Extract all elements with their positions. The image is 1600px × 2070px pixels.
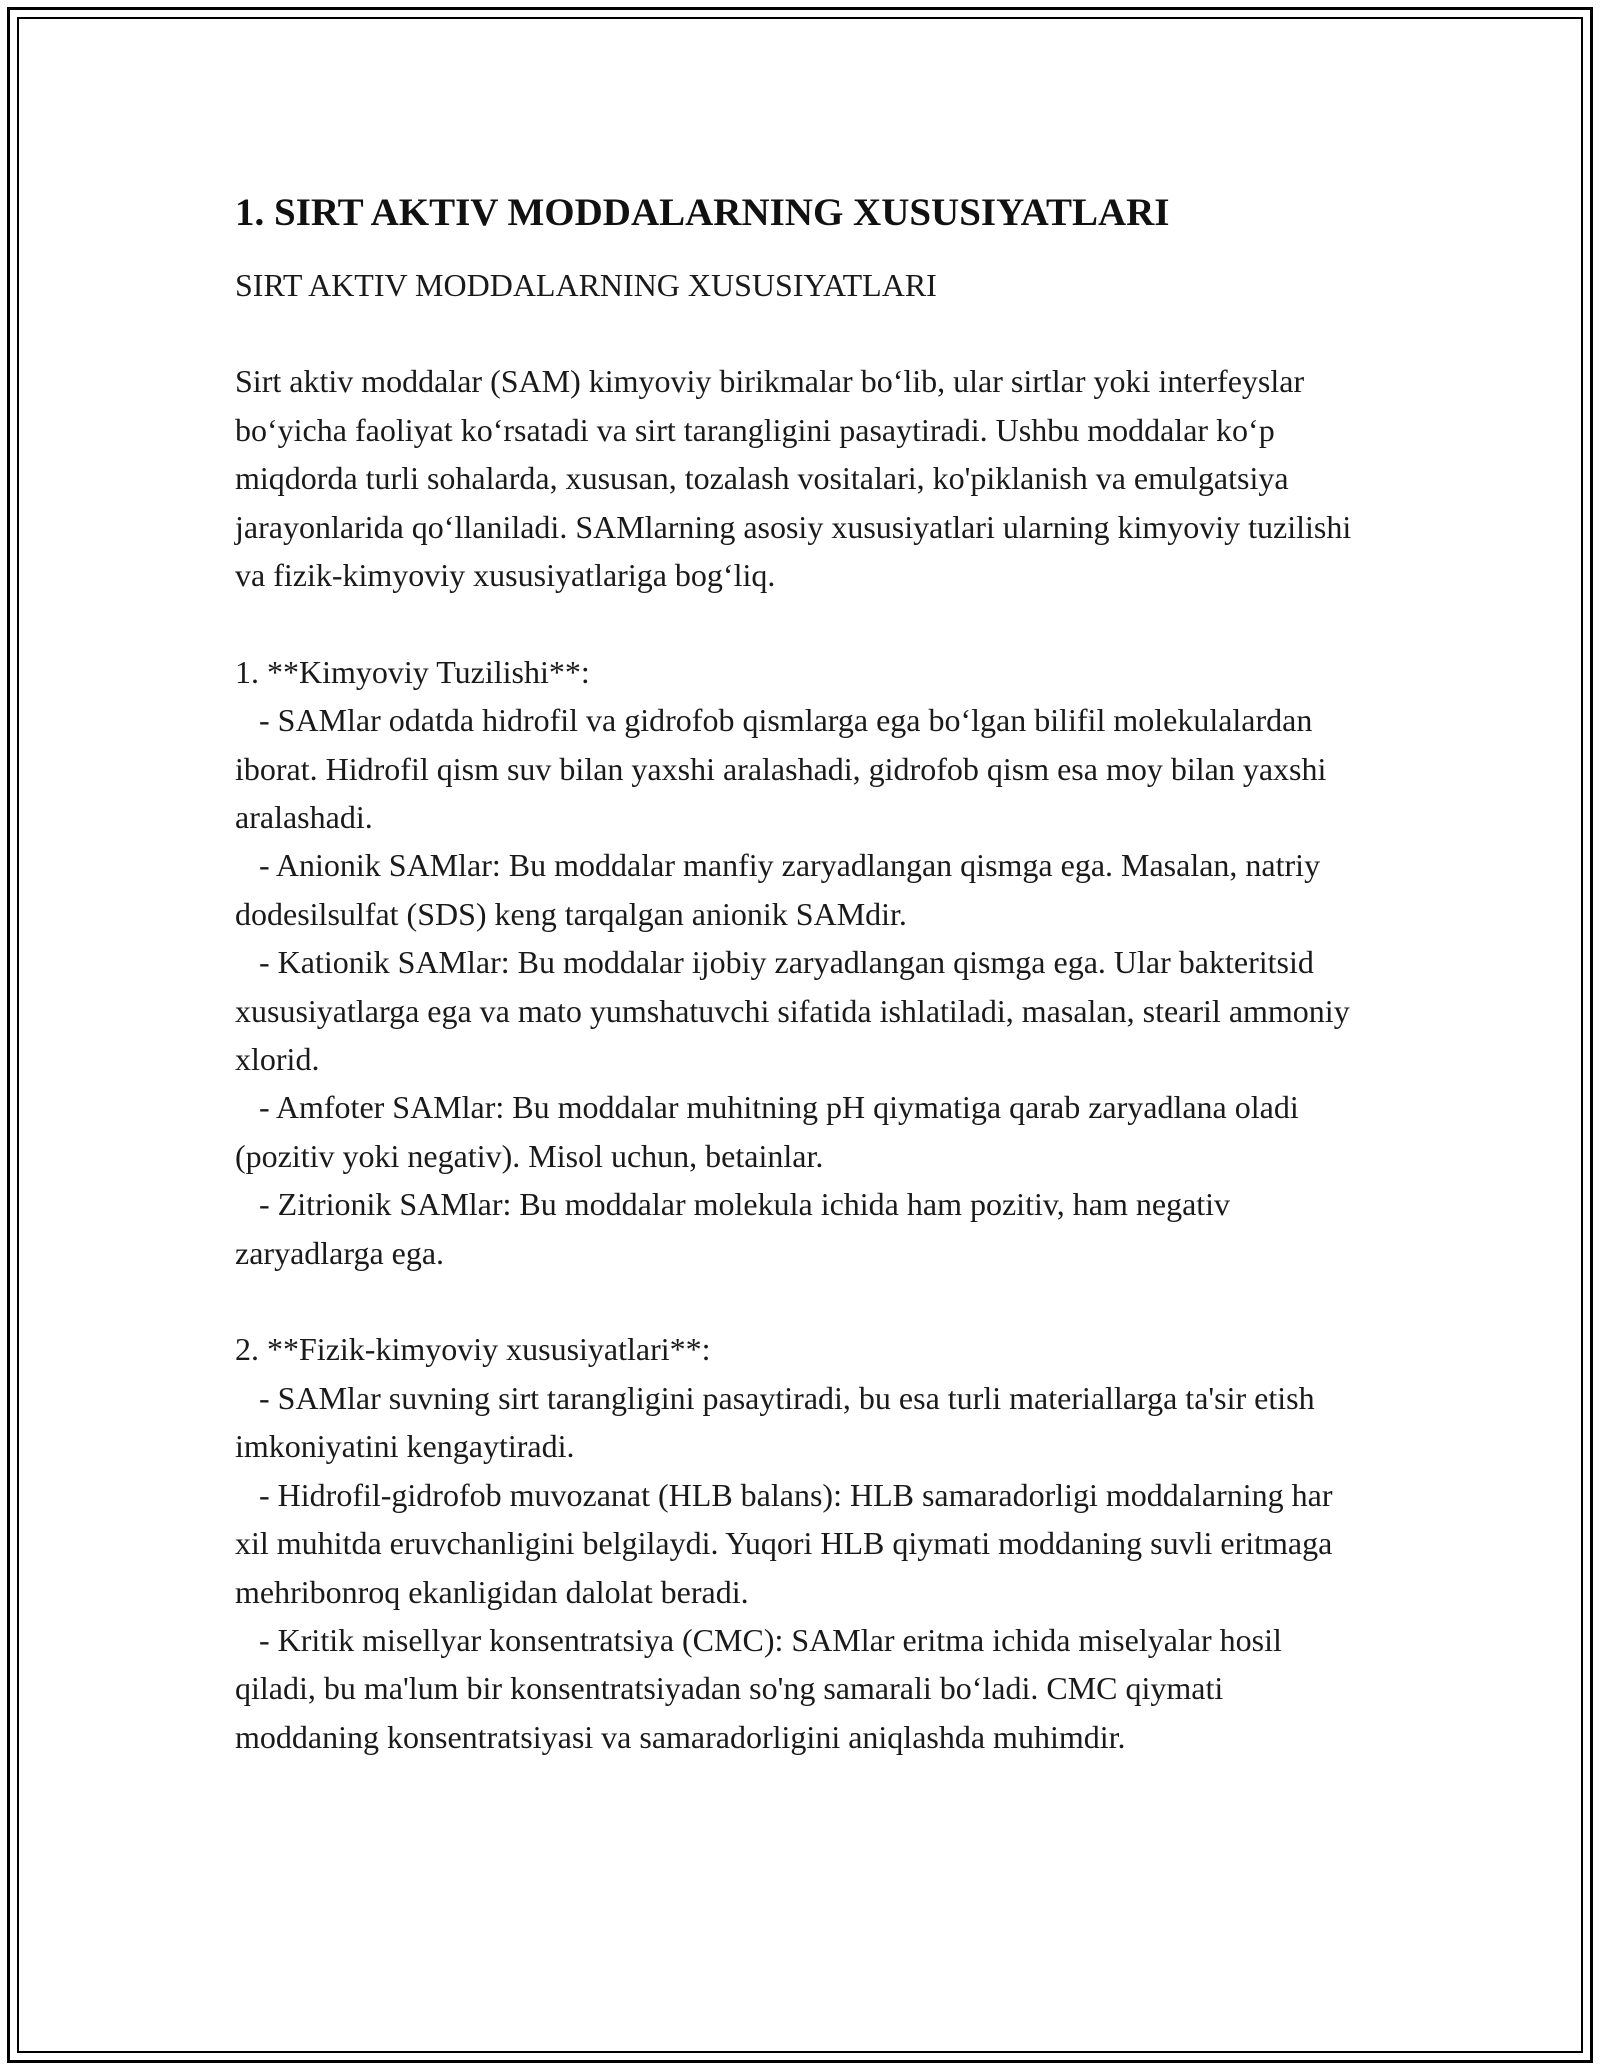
spacer: [235, 1277, 1365, 1325]
list-item: - SAMlar suvning sirt tarangligini pasaytiradi, bu esa turli materiallarga ta'sir etish imkoniyatini kengaytiradi.: [235, 1379, 1323, 1465]
list-item: - Hidrofil-gidrofob muvozanat (HLB balans): HLB samaradorligi moddalarning har xil muhitda eruvchanligini belgilaydi. Yuqori HLB qiymati moddaning suvli eritmaga mehribonroq ekanligidan dalolat beradi.: [235, 1476, 1341, 1610]
list-item: - Amfoter SAMlar: Bu moddalar muhitning pH qiymatiga qarab zaryadlana oladi (pozitiv yoki negativ). Misol uchun, betainlar.: [235, 1089, 1307, 1174]
list-item: - Anionik SAMlar: Bu moddalar manfiy zaryadlangan qismga ega. Masalan, natriy dodesilsulfat (SDS) keng tarqalgan anionik SAMdir.: [235, 847, 1329, 932]
spacer: [235, 599, 1365, 647]
section-heading: 2. **Fizik-kimyoviy xususiyatlari**:: [235, 1331, 711, 1368]
document-subtitle: SIRT AKTIV MODDALARNING XUSUSIYATLARI: [235, 267, 937, 303]
list-item: - Kritik misellyar konsentratsiya (CMC): SAMlar eritma ichida miselyalar hosil qiladi, bu ma'lum bir konsentratsiyadan so'ng samarali bo‘ladi. CMC qiymati moddaning konsentratsiyasi va samaradorligini aniqlashda muhimdir.: [235, 1621, 1290, 1755]
section-chemical-structure: [235, 648, 1365, 1277]
list-item: - SAMlar odatda hidrofil va gidrofob qismlarga ega bo‘lgan bilifil molekulalardan iborat. Hidrofil qism suv bilan yaxshi aralashadi, gidrofob qism esa moy bilan yaxshi aralashadi.: [235, 702, 1335, 836]
document-page: [235, 185, 1365, 1761]
spacer: [235, 309, 1365, 357]
section-heading: 1. **Kimyoviy Tuzilishi**:: [235, 653, 590, 690]
list-item: - Kationik SAMlar: Bu moddalar ijobiy zaryadlangan qismga ega. Ular bakteritsid xususiyatlarga ega va mato yumshatuvchi sifatida ishlatiladi, masalan, stearil ammoniy xlorid.: [235, 944, 1358, 1078]
intro-paragraph: Sirt aktiv moddalar (SAM) kimyoviy birikmalar bo‘lib, ular sirtlar yoki interfeyslar bo‘yicha faoliyat ko‘rsatadi va sirt tarangligini pasaytiradi. Ushbu moddalar ko‘p miqdorda turli sohalarda, xususan, tozalash vositalari, ko'piklanish va emulgatsiya jarayonlarida qo‘llaniladi. SAMlarning asosiy xususiyatlari ularning kimyoviy tuzilishi va fizik-kimyoviy xususiyatlariga bog‘liq.: [235, 363, 1360, 594]
document-title: 1. SIRT AKTIV MODDALARNING XUSUSIYATLARI: [235, 191, 1170, 234]
section-physicochemical-properties: [235, 1325, 1365, 1761]
list-item: - Zitrionik SAMlar: Bu moddalar molekula ichida ham pozitiv, ham negativ zaryadlarga ega.: [235, 1186, 1239, 1271]
